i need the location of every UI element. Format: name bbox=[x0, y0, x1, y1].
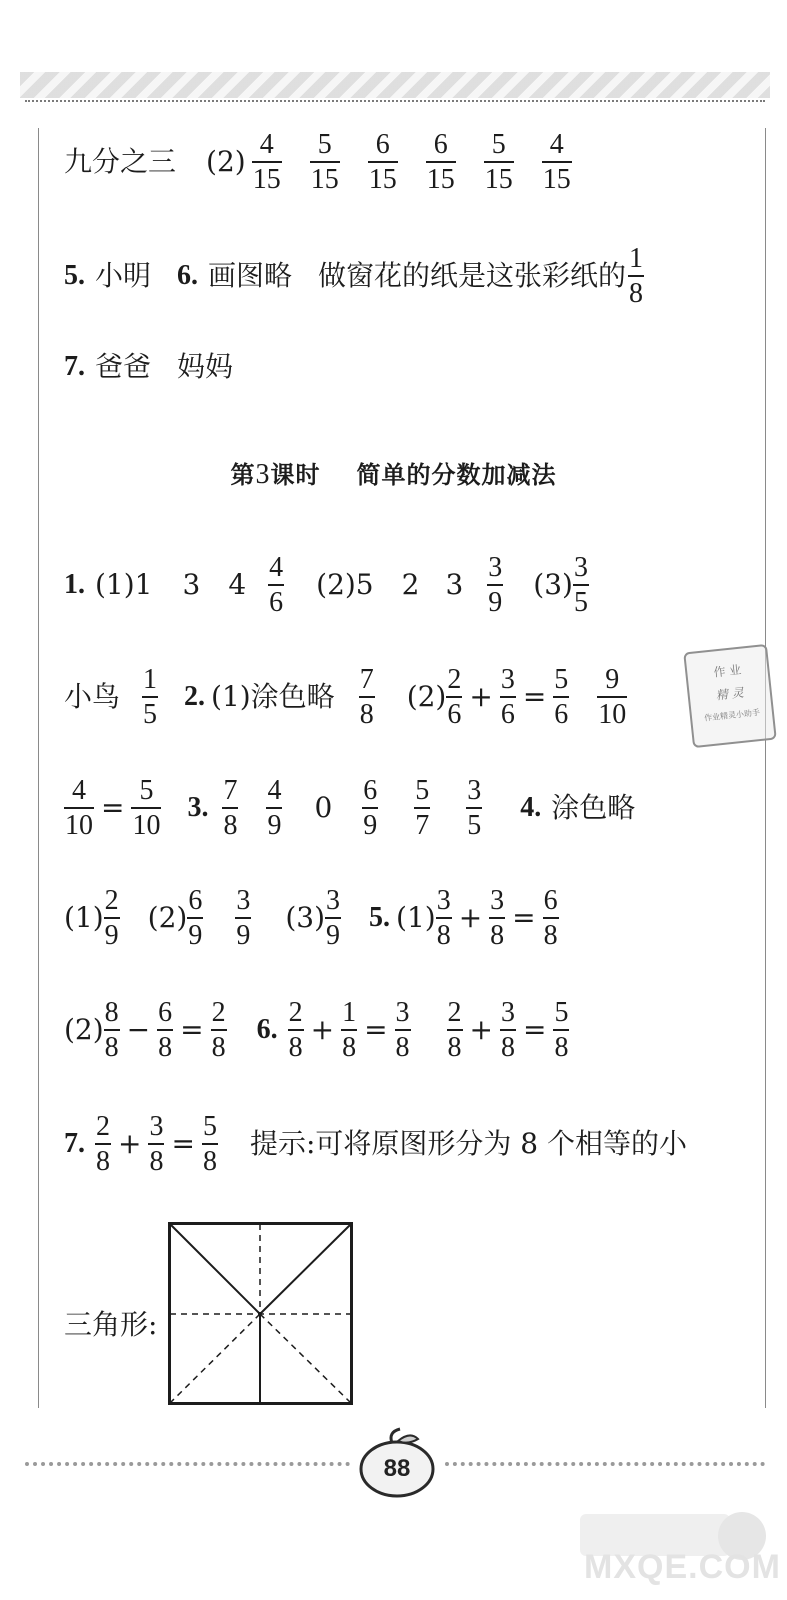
fraction: $\frac{7}{8}$ bbox=[359, 664, 374, 731]
answer-sentence: 做窗花的纸是这张彩纸的 bbox=[318, 259, 627, 293]
fraction: $\frac{1}{8}$ bbox=[629, 243, 644, 310]
square-divided-figure bbox=[168, 1222, 353, 1405]
question-number: 1. bbox=[64, 569, 85, 601]
top-decorative-band bbox=[20, 72, 770, 98]
question-number: 6. bbox=[256, 1014, 278, 1046]
answer-text: 妈妈 bbox=[177, 350, 234, 383]
fraction: $\frac{3}{5}$ bbox=[467, 775, 482, 842]
fraction: $\frac{8}{8}$ bbox=[104, 997, 119, 1064]
question-number: 5. bbox=[64, 260, 85, 292]
answer-text: 画图略 bbox=[208, 259, 293, 293]
fraction: $\frac{1}{8}$ bbox=[342, 997, 357, 1064]
text-jiufenzhisan: 九分之三 bbox=[64, 145, 177, 179]
answer-line-7: (1) $\frac{2}{9}$ (2) $\frac{6}{9}$ $\frac{3}{9}$ (3) $\frac{3}{9}$ 5. (1) $\frac{3}{8}$ + $\frac{3}{8}$ = $\frac{6}{8}$ bbox=[64, 885, 558, 952]
dashed-diagonal-left bbox=[170, 1314, 260, 1403]
fraction: $\frac{5}{15}$ bbox=[310, 129, 339, 196]
fraction: $\frac{3}{8}$ bbox=[490, 885, 505, 952]
fraction: $\frac{2}{6}$ bbox=[447, 664, 462, 731]
fraction: $\frac{3}{9}$ bbox=[488, 552, 503, 619]
part-label: (2) bbox=[206, 145, 246, 179]
question-number: 7. bbox=[64, 1128, 85, 1160]
answer-line-6: $\frac{4}{10}$ = $\frac{5}{10}$ 3. $\frac{7}{8}$ $\frac{4}{9}$ 0 $\frac{6}{9}$ $\frac{5}{7}$ $\frac{3}{5}$ 4. 涂色略 bbox=[65, 775, 636, 842]
fraction: $\frac{3}{8}$ bbox=[436, 885, 451, 952]
top-dotted-rule bbox=[25, 100, 765, 102]
fraction: $\frac{3}{9}$ bbox=[326, 885, 341, 952]
lesson-title: 简单的分数加减法 bbox=[356, 461, 557, 489]
fraction: $\frac{3}{8}$ bbox=[501, 997, 516, 1064]
answer-text: 爸爸 bbox=[95, 350, 152, 383]
right-margin-line bbox=[765, 128, 766, 1408]
fraction: $\frac{4}{15}$ bbox=[542, 129, 571, 196]
fraction: $\frac{5}{10}$ bbox=[132, 775, 161, 842]
fraction: $\frac{6}{9}$ bbox=[363, 775, 378, 842]
answer-line-5: 小鸟 $\frac{1}{5}$ 2. (1)涂色略 $\frac{7}{8}$ (2) $\frac{2}{6}$ + $\frac{3}{6}$ = $\frac{5}{6}$ $\frac{9}{10}$ bbox=[64, 664, 627, 731]
answer-line-8: (2) $\frac{8}{8}$ − $\frac{6}{8}$ = $\frac{2}{8}$ 6. $\frac{2}{8}$ + $\frac{1}{8}$ = $\frac{3}{8}$ $\frac{2}{8}$ + $\frac{3}{8}$ = $\frac{5}{8}$ bbox=[64, 997, 569, 1064]
question-number: 2. bbox=[184, 681, 206, 713]
fraction: $\frac{4}{6}$ bbox=[269, 552, 284, 619]
fraction: $\frac{3}{8}$ bbox=[149, 1111, 164, 1178]
fraction: $\frac{6}{9}$ bbox=[188, 885, 203, 952]
answer-line-1 bbox=[64, 130, 578, 195]
fraction: $\frac{5}{8}$ bbox=[554, 997, 569, 1064]
fraction: $\frac{3}{6}$ bbox=[500, 664, 515, 731]
answer-line-4: 1. (1)1 3 4 $\frac{4}{6}$ (2)5 2 3 $\frac{3}{9}$ (3) $\frac{3}{5}$ bbox=[64, 552, 588, 619]
answer-line-3 bbox=[64, 350, 234, 383]
fraction: $\frac{9}{10}$ bbox=[598, 664, 627, 731]
fraction: $\frac{5}{8}$ bbox=[202, 1111, 217, 1178]
fraction: $\frac{7}{8}$ bbox=[223, 775, 238, 842]
fraction: $\frac{3}{5}$ bbox=[573, 552, 588, 619]
page-number: 88 bbox=[383, 1455, 411, 1482]
fraction: $\frac{2}{8}$ bbox=[288, 997, 303, 1064]
fraction: $\frac{2}{8}$ bbox=[211, 997, 226, 1064]
fraction: $\frac{2}{9}$ bbox=[104, 885, 119, 952]
diagonal-right bbox=[260, 1224, 351, 1314]
fraction: $\frac{2}{8}$ bbox=[447, 997, 462, 1064]
question-number: 7. bbox=[64, 351, 85, 382]
question-number: 3. bbox=[187, 792, 209, 824]
question-number: 5. bbox=[369, 902, 391, 934]
fraction: $\frac{6}{8}$ bbox=[543, 885, 558, 952]
app-stamp: 作 业 精 灵 作业精灵小助手 bbox=[683, 644, 777, 748]
fraction: $\frac{4}{15}$ bbox=[252, 129, 281, 196]
question-number: 4. bbox=[520, 792, 542, 824]
answer-text: 小明 bbox=[95, 259, 152, 293]
fraction: $\frac{2}{8}$ bbox=[96, 1111, 110, 1178]
fraction: $\frac{5}{7}$ bbox=[415, 775, 430, 842]
fraction: $\frac{5}{6}$ bbox=[554, 664, 569, 731]
fraction: $\frac{4}{9}$ bbox=[267, 775, 282, 842]
answer-line-2 bbox=[64, 244, 650, 309]
watermark-text: MXQE.COM bbox=[584, 1548, 781, 1586]
fraction: $\frac{5}{15}$ bbox=[484, 129, 513, 196]
fraction: $\frac{3}{9}$ bbox=[236, 885, 251, 952]
lesson-heading: 第3课时 简单的分数加减法 bbox=[230, 459, 557, 490]
answer-line-9: 7. $\frac{2}{8}$ + $\frac{3}{8}$ = $\frac{5}{8}$ 提示:可将原图形分为 8 个相等的小 bbox=[64, 1111, 687, 1178]
fraction: $\frac{6}{15}$ bbox=[426, 129, 455, 196]
fraction: $\frac{6}{15}$ bbox=[368, 129, 397, 196]
figure-label: 三角形: bbox=[64, 1308, 158, 1341]
fraction: $\frac{3}{8}$ bbox=[395, 997, 410, 1064]
question-number: 6. bbox=[177, 260, 199, 292]
bottom-dotted-rule-right bbox=[445, 1462, 765, 1466]
hint-text: 提示:可将原图形分为 8 个相等的小 bbox=[249, 1127, 687, 1161]
diagonal-left bbox=[170, 1224, 260, 1314]
bottom-dotted-rule-left bbox=[25, 1462, 350, 1466]
dashed-diagonal-right bbox=[260, 1314, 351, 1403]
fraction: $\frac{4}{10}$ bbox=[65, 775, 93, 842]
fraction: $\frac{1}{5}$ bbox=[143, 664, 158, 731]
left-margin-line bbox=[38, 128, 39, 1408]
fraction: $\frac{6}{8}$ bbox=[158, 997, 173, 1064]
